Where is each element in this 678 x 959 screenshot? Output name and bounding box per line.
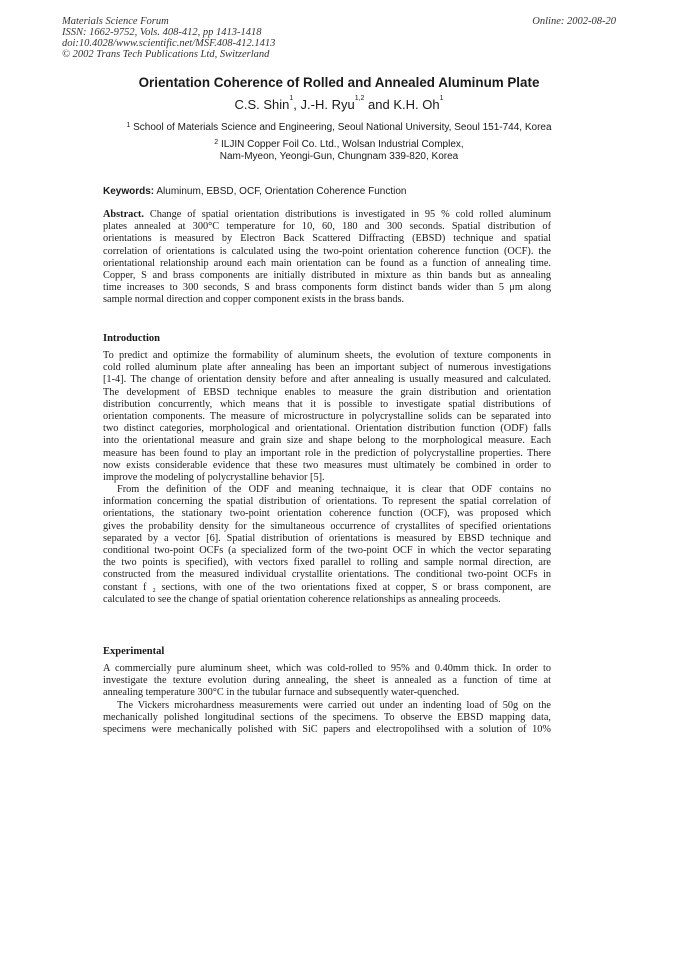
abstract-line	[103, 282, 551, 294]
author-list	[0, 97, 678, 112]
abstract	[103, 209, 551, 307]
author-name: J.-H. Ryu	[300, 97, 355, 112]
abstract-text: correlation of orientations is calculated using the two-point orientation coherence function (OCF). the	[103, 245, 551, 257]
journal-issn: ISSN: 1662-9752, Vols. 408-412, pp 1413-1418	[62, 27, 262, 38]
paragraph-line: orientation components. The measure of microstructure in polycrystalline solids can be separated into	[103, 410, 551, 422]
abstract-text: time increases to 300 seconds, S and brass components form distinct bands wider than 5 μm along	[103, 282, 551, 294]
keywords-text: Aluminum, EBSD, OCF, Orientation Coherence Function	[156, 186, 407, 197]
paragraph-line: orientations, the stationary two-point orientation coherence function (OCF), was proposed which	[103, 508, 551, 520]
paragraph-line: distribution concurrently, which means that it is possible to investigate spatial distributions of	[103, 398, 551, 410]
author-separator: ,	[293, 97, 301, 112]
paragraph-line: The Vickers microhardness measurements were carried out under an indenting load of 50g on the	[117, 699, 551, 711]
abstract-line	[103, 258, 551, 270]
abstract-line	[103, 270, 551, 282]
journal-doi: doi:10.4028/www.scientific.net/MSF.408-412.1413	[62, 38, 276, 49]
abstract-label: Abstract.	[103, 209, 144, 220]
journal-copyright: © 2002 Trans Tech Publications Ltd, Switzerland	[62, 49, 270, 60]
affiliation-text: Nam-Myeon, Yeongi-Gun, Chungnam 339-820, Korea	[219, 151, 459, 162]
paragraph-line: cold rolled aluminum plate after annealing has been an important subject of numerous investigations	[103, 362, 551, 374]
paragraph-line: The development of EBSD technique enables to measure the grain distribution and orientation	[103, 386, 551, 398]
paragraph-line: From the definition of the ODF and meaning technaique, it is clear that ODF contains no	[117, 484, 551, 496]
journal-header	[62, 16, 275, 60]
abstract-line	[103, 246, 551, 258]
affiliation-line	[0, 139, 678, 151]
paragraph-line: A commercially pure aluminum sheet, which was cold-rolled to 95% and 0.40mm thick. In order to	[103, 663, 551, 674]
journal-name: Materials Science Forum	[62, 16, 169, 27]
section-heading-experimental: Experimental	[103, 646, 165, 657]
paragraph-line: into the orientational measure and grain size and shape belong to the morphological measure. Each	[103, 435, 551, 447]
abstract-line	[103, 221, 551, 233]
online-date: Online: 2002-08-20	[532, 16, 616, 27]
paragraph-line: mechanically polished longitudinal sections of the specimens. To observe the EBSD mapping data,	[103, 711, 551, 723]
paragraph-line: calculated to see the change of spatial orientation coherence relationships as annealing proceeds.	[103, 593, 501, 605]
paragraph-line: annealing temperature 300°C in the tubular furnace and subsequently water-quenched.	[103, 687, 460, 699]
abstract-text: orientations is measured by Electron Back Scattered Diffracting (EBSD) technique and spatial	[103, 233, 551, 245]
keywords-label: Keywords:	[103, 186, 155, 197]
paragraph-line: To predict and optimize the formability of aluminum sheets, the evolution of texture components in	[103, 350, 551, 361]
abstract-text: plates annealed at 300°C temperature for 10, 60, 180 and 300 seconds. Spatial distribution of	[103, 221, 551, 233]
abstract-text: sample normal direction and copper component exists in the brass bands.	[103, 294, 405, 306]
section-heading-introduction: Introduction	[103, 333, 160, 344]
paragraph-line: measure has been found to play an important role in the prediction of polycrystalline properties. There	[103, 447, 551, 459]
author-affiliation-mark: 1,2	[354, 95, 365, 102]
author-separator: and	[364, 97, 394, 112]
paragraph-line: now exists considerable evidence that these two measures must ultimately be combined in order to	[103, 459, 551, 471]
abstract-text: orientational relationship around each main orientation can be found as a function of annealing time.	[103, 257, 551, 269]
affiliation-text: ILJIN Copper Foil Co. Ltd., Wolsan Industrial Complex,	[220, 139, 464, 150]
paper-title: Orientation Coherence of Rolled and Annealed Aluminum Plate	[138, 75, 540, 90]
affiliation-mark: 1	[126, 122, 131, 129]
paragraph-line: two distinct categories, morphological and orientational. Orientation distribution function (ODF) falls	[103, 423, 551, 435]
affiliation-line	[0, 151, 678, 163]
affiliation-2	[0, 139, 678, 163]
affiliation-text: School of Materials Science and Engineering, Seoul National University, Seoul 151-744, Korea	[133, 122, 552, 133]
abstract-text: Copper, S and brass components are initially distributed in mixture as thin bands but as annealing	[103, 269, 551, 281]
paragraph-line: [1-4]. The change of orientation density before and after annealing is usually measured and calculated.	[103, 374, 551, 386]
paragraph-line: the two points is specified), with vectors fixed parallel to rolling and sample normal direction, are	[103, 557, 551, 569]
abstract-line	[103, 233, 551, 245]
author-affiliation-mark: 1	[439, 95, 444, 102]
abstract-line	[103, 209, 551, 221]
paragraph-line: separated by a vector [6]. Spatial distribution of orientations is measured by EBSD technique and	[103, 532, 551, 544]
abstract-text: Change of spatial orientation distributions is investigated in 95 % cold rolled aluminum	[149, 209, 551, 220]
introduction-body	[103, 350, 551, 606]
affiliation-mark: 2	[214, 139, 219, 146]
paragraph-line: improve the modeling of polycrystalline behavior [5].	[103, 471, 325, 483]
paragraph-line: constructed from the measured individual crystallite orientations. The conditional two-point OCFs in	[103, 569, 551, 581]
author-name: K.H. Oh	[393, 97, 440, 112]
affiliation-line	[0, 122, 678, 134]
author-name: C.S. Shin	[234, 97, 290, 112]
experimental-body	[103, 663, 551, 736]
affiliation-1	[0, 122, 678, 134]
paragraph-line: conditional two-point OCFs (a specialized form of the two-point OCF in which the vector separating	[103, 545, 551, 556]
keywords	[103, 186, 406, 197]
paragraph-line: constant f ₂ sections, with one of the two orientations fixed at copper, S or brass component, are	[103, 581, 551, 593]
paragraph-line: specimens were mechanically polished with SiC papers and electropolihsed with a solution of 10%	[103, 723, 551, 735]
author-affiliation-mark: 1	[289, 95, 294, 102]
paragraph-line: investigate the texture evolution during annealing, the sheet is annealed as a function of time at	[103, 675, 551, 687]
paragraph-line: gives the probability density for the simultaneous occurrence of crystallites of specified orientations	[103, 520, 551, 532]
abstract-line	[103, 294, 551, 306]
paragraph-line: information concerning the spatial distribution of orientations. To represent the spatial correlation of	[103, 496, 551, 508]
